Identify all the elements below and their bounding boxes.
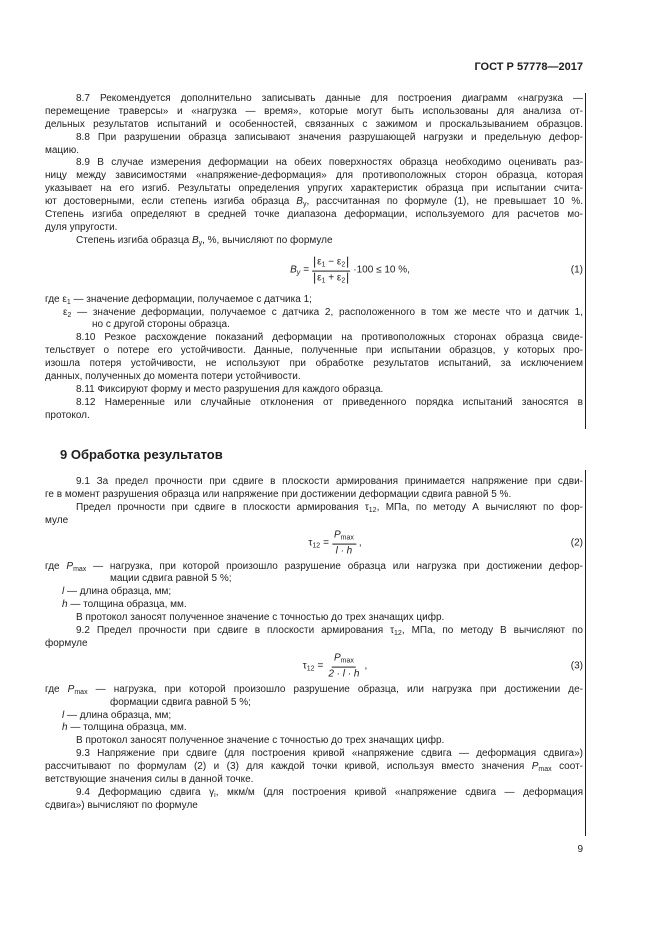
equation-number: (2): [570, 537, 583, 549]
sub: max: [73, 565, 87, 573]
text: Степень изгиба образца: [76, 234, 192, 246]
text: где: [45, 560, 67, 572]
formula-expression: [290, 256, 410, 285]
paragraph-line: [45, 625, 583, 638]
formula-lhs: [308, 538, 320, 551]
text: , МПа, по методу А вычисляют по фор-: [376, 501, 583, 513]
var: τ: [308, 537, 313, 549]
paragraph-line: Степень изгиба определяют в средней точке диапазона деформации, используемого для расчетов мо-: [45, 209, 583, 221]
where-line: мации сдвига равной 5 %;: [110, 573, 232, 585]
var: ε: [336, 256, 342, 268]
fraction: [332, 530, 356, 559]
denominator: [312, 271, 350, 285]
sub: 12: [312, 542, 321, 550]
text: — толщина образца, мм.: [67, 599, 187, 611]
formula-lhs: [303, 661, 315, 674]
sub: 1: [66, 298, 71, 306]
formula-lhs: [290, 264, 300, 277]
text: рассчитывают по формулам (2) и (3) для каждой точки кривой, используя вместо значения: [45, 761, 532, 773]
paragraph-line: В протокол заносят полученное значение с точностью до трех значащих цифр.: [76, 735, 445, 747]
where-line: [45, 561, 583, 574]
formula-2: [45, 528, 583, 561]
sub: 1: [321, 277, 326, 285]
where-line: [45, 684, 583, 697]
text: где: [45, 683, 68, 695]
var: P: [67, 683, 75, 695]
equals: =: [317, 660, 324, 672]
text: , %, вычисляют по формуле: [202, 234, 333, 246]
var: h: [62, 599, 68, 611]
paragraph-line: [45, 196, 583, 209]
text: — значение деформации, получаемое с датчика 2, расположенного в том же месте что и датчик 1,: [71, 306, 583, 318]
paragraph-line: ге в момент разрушения образца или напряжение при достижении деформации сдвига равной 5 %.: [45, 488, 512, 500]
numerator: [332, 653, 356, 668]
paragraph-line: данных, полученных до момента потери устойчивости.: [45, 371, 301, 383]
page-number: 9: [577, 844, 583, 855]
paragraph-line: ветствующие значения силы в данной точке.: [45, 774, 254, 786]
formula-tail: ,: [358, 537, 362, 549]
formula-tail: ·100 ≤ 10 %,: [353, 264, 410, 276]
sub: max: [538, 766, 552, 774]
section-9-text: [45, 476, 583, 813]
text: — толщина образца, мм.: [67, 722, 187, 734]
paragraph-line: [45, 235, 583, 248]
text: — нагрузка, при которой произошло разрушение образца или нагрузка при достижении дефор-: [86, 560, 583, 572]
where-line: [45, 307, 583, 320]
text: — длина образца, мм;: [64, 709, 172, 721]
var: ε: [336, 272, 342, 284]
paragraph-line: 8.12 Намеренные или случайные отклонения от приведенного порядка испытаний заносятся в: [76, 396, 583, 408]
sub: 12: [368, 506, 377, 514]
paragraph-line: мацию.: [45, 144, 80, 156]
text: 9.4 Деформацию сдвига γ: [76, 786, 215, 798]
paragraph-line: 8.7 Рекомендуется дополнительно записывать данные для построения диаграмм «нагрузка —: [76, 93, 583, 104]
var: P: [531, 761, 539, 773]
text: , МПа, по методу В вычисляют по: [401, 625, 583, 637]
formula-3: [45, 651, 583, 684]
paragraph-line: изошла потеря устойчивости, не используют при обработке результатов испытаний, за исключением: [45, 358, 583, 370]
text: ют достоверными, если степень изгиба образца: [45, 196, 297, 208]
paragraph-line: [45, 761, 583, 774]
paragraph-line: перемещение траверсы» и «нагрузка — время», которые могут быть использованы для анализа от-: [45, 105, 583, 117]
var: l: [62, 709, 65, 721]
sub: max: [340, 534, 354, 542]
var: τ: [302, 660, 307, 672]
numerator: [312, 256, 350, 271]
sub: y: [198, 239, 203, 247]
equation-number: (1): [570, 264, 583, 276]
paragraph-line: тельствует о потере его устойчивости. Данные, полученные при испытании образцов, у которых про-: [45, 345, 583, 357]
var: P: [66, 560, 74, 572]
text: — длина образца, мм;: [64, 586, 172, 598]
text: , рассчитанная по формуле (1), не превышает 10 %.: [306, 196, 583, 208]
document-header: ГОСТ Р 57778—2017: [474, 61, 583, 73]
where-line: [45, 599, 583, 612]
denominator: l · h: [335, 545, 353, 557]
formula-1: [45, 248, 583, 294]
where-line: [45, 710, 583, 723]
paragraph-line: [45, 787, 583, 800]
paragraph-line: 8.11 Фиксируют форму и место разрушения для каждого образца.: [76, 383, 384, 395]
formula-tail: ,: [364, 660, 368, 672]
paragraph-line: протокол.: [45, 409, 90, 421]
sub: 2: [67, 311, 72, 319]
paragraph-line: формуле: [45, 637, 88, 649]
change-bar: [585, 470, 586, 836]
text: соот-: [551, 761, 583, 773]
paragraph-line: 8.10 Резкое расхождение показаний деформации на противоположных сторонах образца свиде-: [76, 332, 583, 344]
var: B: [191, 234, 199, 246]
op: +: [325, 272, 337, 284]
paragraph-line: В протокол заносят полученное значение с точностью до трех значащих цифр.: [76, 612, 445, 624]
fraction: [326, 653, 361, 682]
sub: 12: [394, 630, 402, 638]
paragraph-line: 9.3 Напряжение при сдвиге (для построения кривой «напряжение сдвига — деформация сдвига»): [76, 748, 583, 760]
paragraph-line: дельных результатов испытаний и особенностей, связанных с зажимом и проскальзыванием образцов.: [45, 118, 583, 130]
var: B: [290, 264, 297, 276]
paragraph-line: указывает на его изгиб. Результаты определения упругих характеристик образца при испытании счита-: [45, 183, 583, 195]
where-line: [45, 722, 583, 735]
where-line: [45, 294, 583, 307]
sub: y: [302, 201, 307, 209]
change-bar: [585, 93, 586, 429]
where-line: [45, 586, 583, 599]
text: 9.2 Предел прочности при сдвиге в плоскости армирования τ: [76, 625, 395, 637]
sub: y: [296, 269, 301, 277]
paragraph-line: ницу между зависимостями «напряжение-деформация» для противоположных сторон образца, которая: [45, 170, 583, 182]
equals: =: [303, 264, 310, 276]
equals: =: [323, 537, 329, 549]
text: — значение деформации, получаемое с датчика 1;: [70, 293, 312, 305]
sub: max: [74, 688, 88, 696]
sub: max: [340, 657, 354, 665]
var: h: [62, 722, 68, 734]
var: P: [333, 529, 341, 541]
text: Предел прочности при сдвиге в плоскости армирования τ: [76, 501, 369, 513]
paragraph-line: 8.8 При разрушении образца записывают значения разрушающей нагрузки и предельную дефор-: [76, 131, 583, 143]
text: где ε: [45, 293, 67, 305]
sub: 12: [306, 665, 315, 673]
var: ε: [317, 256, 322, 268]
paragraph-line: 8.9 В случае измерения деформации на обеих поверхностях образца необходимо оценивать раз-: [76, 157, 583, 169]
formula-expression: [308, 530, 361, 559]
sub: i: [214, 791, 216, 799]
equation-number: (3): [570, 660, 583, 672]
paragraph-line: сдвига») вычисляют по формуле: [45, 799, 198, 811]
var: l: [62, 586, 65, 598]
denominator: 2 · l · h: [328, 668, 360, 680]
numerator: [332, 530, 356, 545]
paragraph-line: [45, 502, 583, 515]
var: P: [333, 652, 341, 664]
formula-expression: [303, 653, 368, 682]
sub: 2: [341, 261, 346, 269]
paragraph-line: муле: [45, 514, 69, 526]
text: , мкм/м (для построения кривой «напряжение сдвига — деформация: [215, 786, 583, 798]
where-line: формации сдвига равной 5 %;: [110, 696, 251, 708]
paragraph-line: 9.1 За предел прочности при сдвиге в плоскости армирования принимается напряжение при сдви-: [76, 476, 583, 487]
var: ε: [317, 272, 322, 284]
op: −: [325, 256, 337, 268]
section-heading: 9 Обработка результатов: [60, 447, 223, 462]
sub: 1: [321, 261, 326, 269]
section-8-text: [45, 93, 583, 423]
sub: 2: [341, 277, 346, 285]
paragraph-line: дуля упругости.: [45, 221, 118, 233]
fraction: [312, 256, 350, 285]
where-line: но с другой стороны образца.: [92, 319, 230, 331]
text: — нагрузка, при которой произошло разрушение образца, или нагрузка при достижении де-: [87, 683, 583, 695]
text: ε: [63, 306, 68, 318]
var: B: [296, 196, 303, 208]
